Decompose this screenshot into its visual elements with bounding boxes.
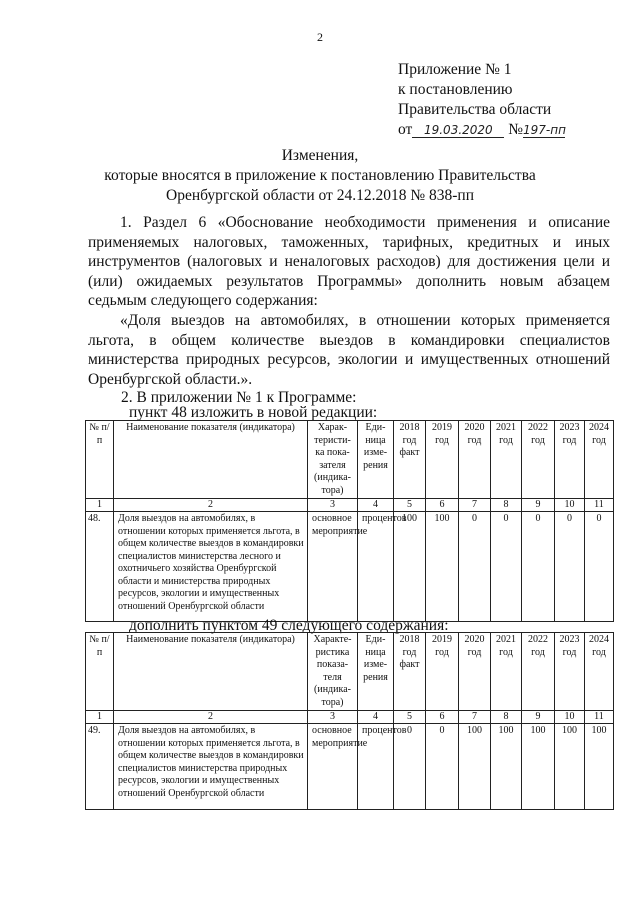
header-unit: Еди-ница изме-рения [358,633,394,711]
header-name: Наименование показателя (индикатора) [114,421,308,499]
col-num: 9 [522,499,555,512]
row-number: 49. [86,724,114,810]
paragraph-1-text: 1. Раздел 6 «Обоснование необходимости применения и описание применяемых налоговых, таможенных, тарифных, кредитных и иных инструментов (налоговых и неналоговых расходов) для достижения цели и (или) ожидаемых результатов Программы» дополнить новым абзацем седьмым следующего содержания: [88,214,610,309]
header-name: Наименование показателя (индикатора) [114,633,308,711]
col-num: 6 [426,499,459,512]
value-2020: 0 [459,512,491,622]
col-num: 1 [86,711,114,724]
header-2024: 2024 год [585,421,614,499]
col-num: 10 [555,711,585,724]
row-unit: процентов [358,724,394,810]
col-num: 11 [585,499,614,512]
header-unit: Еди-ница изме-рения [358,421,394,499]
value-2019: 0 [426,724,459,810]
col-num: 9 [522,711,555,724]
col-num: 6 [426,711,459,724]
appendix-header [398,60,565,140]
col-num: 1 [86,499,114,512]
header-num: № п/п [86,421,114,499]
value-2023: 0 [555,512,585,622]
appendix-date-line [398,120,565,140]
table-row [86,512,614,622]
header-2021: 2021 год [491,633,522,711]
value-2020: 100 [459,724,491,810]
value-2024: 100 [585,724,614,810]
header-characteristic: Характе-ристика показа-теля (индика-тора) [308,633,358,711]
value-2019: 100 [426,512,459,622]
col-num: 5 [394,499,426,512]
col-num: 2 [114,711,308,724]
col-num: 10 [555,499,585,512]
col-num: 2 [114,499,308,512]
header-2022: 2022 год [522,633,555,711]
row-unit: процентов [358,512,394,622]
header-2020: 2020 год [459,633,491,711]
value-2022: 100 [522,724,555,810]
page-number: 2 [317,30,323,44]
col-num: 8 [491,499,522,512]
handwritten-date: 19.03.2020 [412,123,504,138]
value-2024: 0 [585,512,614,622]
header-num: № п/п [86,633,114,711]
table-header-row [86,421,614,499]
value-2022: 0 [522,512,555,622]
col-num: 4 [358,499,394,512]
value-2018: 100 [394,512,426,622]
from-label: от [398,121,413,138]
value-2021: 0 [491,512,522,622]
header-characteristic: Харак-теристи-ка пока-зателя (индика-тора) [308,421,358,499]
value-2018: 0 [394,724,426,810]
row-name: Доля выездов на автомобилях, в отношении которых применяется льгота, в общем количестве выездов в командировки специалистов министерства лесного и охотничьего хозяйства Оренбургской области и министерства природных ресурсов, экологии и имущественных отношений Оренбургской области [114,512,308,622]
header-2020: 2020 год [459,421,491,499]
header-2023: 2023 год [555,633,585,711]
header-2019: 2019 год [426,633,459,711]
col-num: 4 [358,711,394,724]
row-name: Доля выездов на автомобилях, в отношении которых применяется льгота, в общем количестве выездов в командировки специалистов министерства природных ресурсов, экологии и имущественных отношений Оренбургской области [114,724,308,810]
paragraph-2 [88,311,610,389]
paragraph-5: дополнить пунктом 49 следующего содержания: [129,617,449,634]
appendix-line-1: Приложение № 1 [398,61,512,78]
paragraph-2-text: «Доля выездов на автомобилях, в отношении которых применяется льгота, в общем количестве выездов в командировки специалистов министерства природных ресурсов, экологии и имущественных отношений Оренбургской области.». [88,312,610,388]
header-2023: 2023 год [555,421,585,499]
header-2019: 2019 год [426,421,459,499]
col-num: 7 [459,499,491,512]
col-num: 11 [585,711,614,724]
paragraph-4: пункт 48 изложить в новой редакции: [129,404,378,421]
header-2018: 2018 год факт [394,421,426,499]
document-title [0,146,640,206]
col-num: 3 [308,711,358,724]
title-line-1: Изменения, [281,147,359,164]
col-num: 5 [394,711,426,724]
appendix-line-3: Правительства области [398,101,552,118]
paragraph-1 [88,213,610,311]
col-num: 7 [459,711,491,724]
header-2018: 2018 год факт [394,633,426,711]
number-label: № [508,121,523,138]
row-characteristic: основное мероприятие [308,512,358,622]
table-row [86,724,614,810]
title-line-3: Оренбургской области от 24.12.2018 № 838-пп [166,187,474,204]
title-line-2: которые вносятся в приложение к постановлению Правительства [104,167,536,184]
header-2024: 2024 год [585,633,614,711]
paragraph-3: 2. В приложении № 1 к Программе: [121,389,357,406]
value-2023: 100 [555,724,585,810]
header-2022: 2022 год [522,421,555,499]
column-number-row [86,711,614,724]
appendix-line-2: к постановлению [398,81,513,98]
table-item-49 [85,632,614,810]
row-characteristic: основное мероприятие [308,724,358,810]
row-number: 48. [86,512,114,622]
handwritten-number: 197-пп [523,123,566,137]
col-num: 3 [308,499,358,512]
value-2021: 100 [491,724,522,810]
table-header-row [86,633,614,711]
table-item-48 [85,420,614,622]
column-number-row [86,499,614,512]
header-2021: 2021 год [491,421,522,499]
col-num: 8 [491,711,522,724]
